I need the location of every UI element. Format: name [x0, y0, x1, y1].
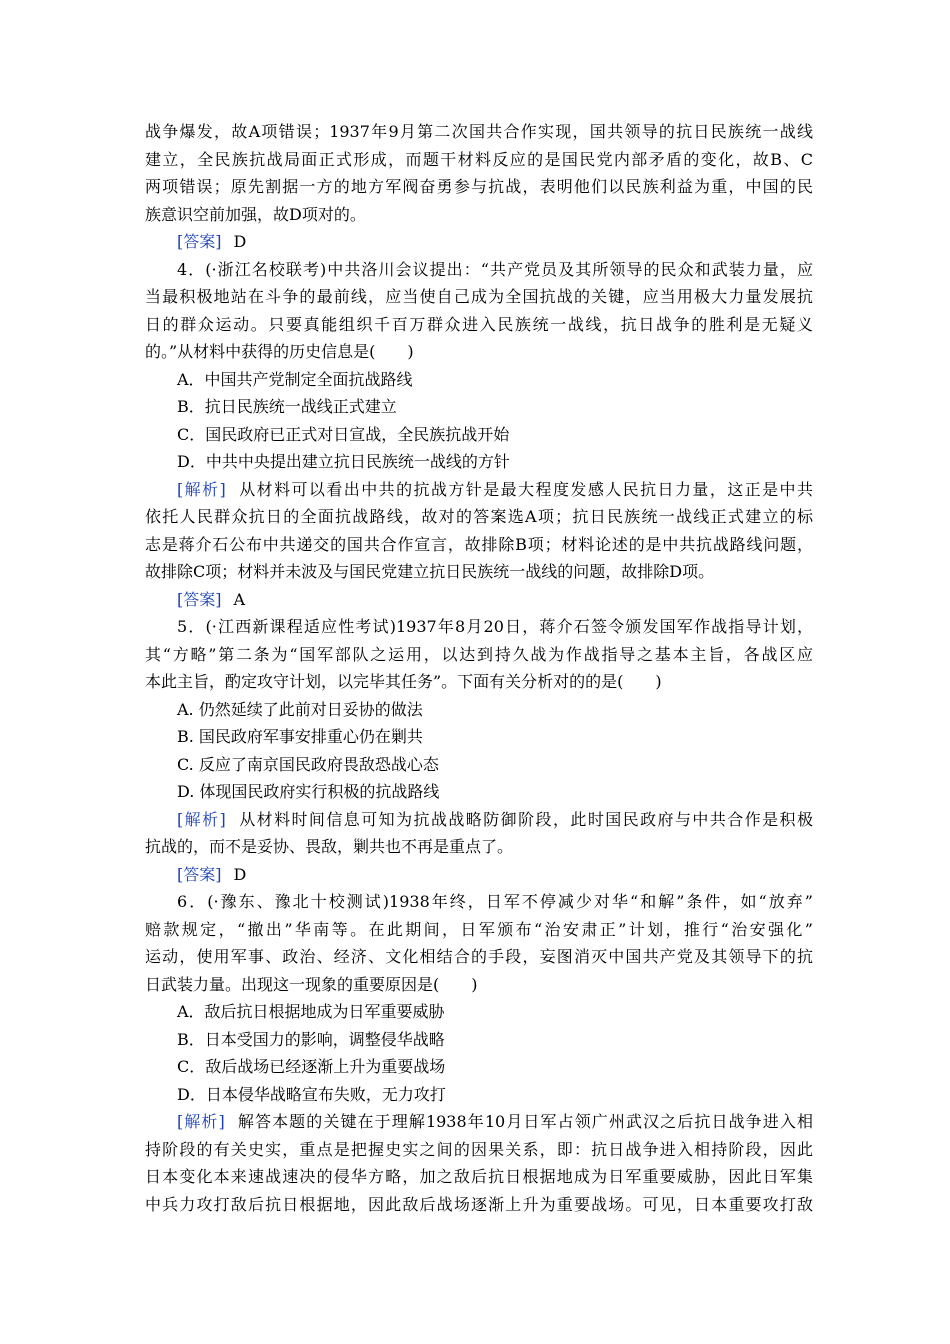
answer-value: A: [233, 589, 246, 609]
question-stem-line: 日武装力量。出现这一现象的重要原因是( ): [145, 974, 478, 994]
answer-tag: [答案]: [177, 589, 222, 609]
question-stem-line: 日的群众运动。只要真能组织千百万群众进入民族统一战线，抗日战争的胜利是无疑义: [145, 314, 813, 334]
option-a: A. 仍然延续了此前对日妥协的做法: [177, 699, 423, 719]
analysis-tag: [解析]: [177, 1112, 225, 1131]
answer-tag: [答案]: [177, 232, 222, 251]
option-c: C．敌后战场已经逐渐上升为重要战场: [177, 1057, 446, 1076]
analysis-line: [145, 806, 813, 834]
option-d: D．中共中央提出建立抗日民族统一战线的方针: [177, 452, 510, 471]
analysis-line: [145, 1108, 813, 1136]
analysis-line: 志是蒋介石公布中共递交的国共合作宣言，故排除B项；材料论述的是中共抗战路线问题，: [145, 534, 813, 554]
analysis-text: 从材料时间信息可知为抗战战略防御阶段，此时国民政府与中共合作是积极: [237, 809, 813, 829]
analysis-line: 抗战的，而不是妥协、畏敌，剿共也不再是重点了。: [145, 837, 514, 856]
option-c: C．国民政府已正式对日宣战，全民族抗战开始: [177, 424, 510, 444]
analysis-line: 中兵力攻打敌后抗日根据地，因此敌后战场逐渐上升为重要战场。可见，日本重要攻打敌: [145, 1194, 813, 1214]
question-6: [145, 888, 813, 1218]
question-stem-line: 本此主旨，酌定攻守计划，以完毕其任务”。下面有关分析对的的是( ): [145, 672, 662, 691]
q3-explanation: [145, 118, 813, 228]
option-d: D. 体现国民政府实行积极的抗战路线: [177, 782, 440, 801]
question-4: [145, 256, 813, 614]
question-5: [145, 613, 813, 888]
answer-value: D: [233, 232, 247, 251]
analysis-text: 从材料可以看出中共的抗战方针是最大程度发感人民抗日力量，这正是中共: [237, 479, 813, 499]
option-c: C. 反应了南京国民政府畏敌恐战心态: [177, 754, 439, 774]
text-line: 族意识空前加强，故D项对的。: [145, 204, 366, 224]
document-page: [145, 118, 813, 1218]
text-line: 两项错误；原先割据一方的地方军阀奋勇参与抗战，表明他们以民族利益为重，中国的民: [145, 177, 813, 196]
text-line: 建立，全民族抗战局面正式形成，而题干材料反应的是国民党内部矛盾的变化，故B、C: [145, 149, 813, 169]
q3-answer: [145, 228, 813, 256]
question-stem-line: 赔款规定，“撤出”华南等。在此期间，日军颁布“治安肃正”计划，推行“治安强化”: [145, 919, 813, 939]
question-stem-line: 4．(·浙江名校联考)中共洛川会议提出：“共产党员及其所领导的民众和武装力量，应: [177, 259, 813, 279]
option-d: D．日本侵华战略宣布失败，无力攻打: [177, 1084, 446, 1104]
text-line: 战争爆发，故A项错误；1937年9月第二次国共合作实现，国共领导的抗日民族统一战线: [145, 122, 813, 141]
answer-value: D: [233, 864, 247, 884]
analysis-line: 持阶段的有关史实，重点是把握史实之间的因果关系，即：抗日战争进入相持阶段，因此: [145, 1139, 813, 1159]
question-stem-line: 的。”从材料中获得的历史信息是( ): [145, 342, 414, 361]
option-b: B. 国民政府军事安排重心仍在剿共: [177, 727, 423, 746]
analysis-line: 日本变化本来速战速决的侵华方略，加之敌后抗日根据地成为日军重要威胁，因此日军集: [145, 1167, 813, 1186]
option-b: B．抗日民族统一战线正式建立: [177, 397, 397, 416]
analysis-text: 解答本题的关键在于理解1938年10月日军占领广州武汉之后抗日战争进入相: [236, 1112, 813, 1131]
analysis-tag: [解析]: [177, 809, 226, 829]
answer-tag: [答案]: [177, 864, 222, 884]
option-b: B．日本受国力的影响，调整侵华战略: [177, 1029, 445, 1049]
question-stem-line: 其“方略”第二条为“国军部队之运用，以达到持久战为作战指导之基本主旨，各战区应: [145, 644, 813, 664]
question-stem-line: 当最积极地站在斗争的最前线，应当使自己成为全国抗战的关键，应当用极大力量发展抗: [145, 287, 813, 306]
q4-answer: [145, 586, 813, 614]
analysis-line: [145, 476, 813, 504]
option-a: A．敌后抗日根据地成为日军重要威胁: [177, 1002, 445, 1021]
option-a: A．中国共产党制定全面抗战路线: [177, 369, 413, 389]
analysis-tag: [解析]: [177, 479, 226, 499]
analysis-line: 依托人民群众抗日的全面抗战路线，故对的答案选A项；抗日民族统一战线正式建立的标: [145, 507, 813, 526]
analysis-line: 故排除C项；材料并未波及与国民党建立抗日民族统一战线的问题，故排除D项。: [145, 562, 715, 581]
q5-answer: [145, 861, 813, 889]
question-stem-line: 5．(·江西新课程适应性考试)1937年8月20日，蒋介石签令颁发国军作战指导计划，: [177, 617, 813, 636]
question-stem-line: 6．(·豫东、豫北十校测试)1938年终，日军不停减少对华“和解”条件，如“放弃”: [177, 892, 813, 911]
question-stem-line: 运动，使用军事、政治、经济、文化相结合的手段，妄图消灭中国共产党及其领导下的抗: [145, 947, 813, 966]
